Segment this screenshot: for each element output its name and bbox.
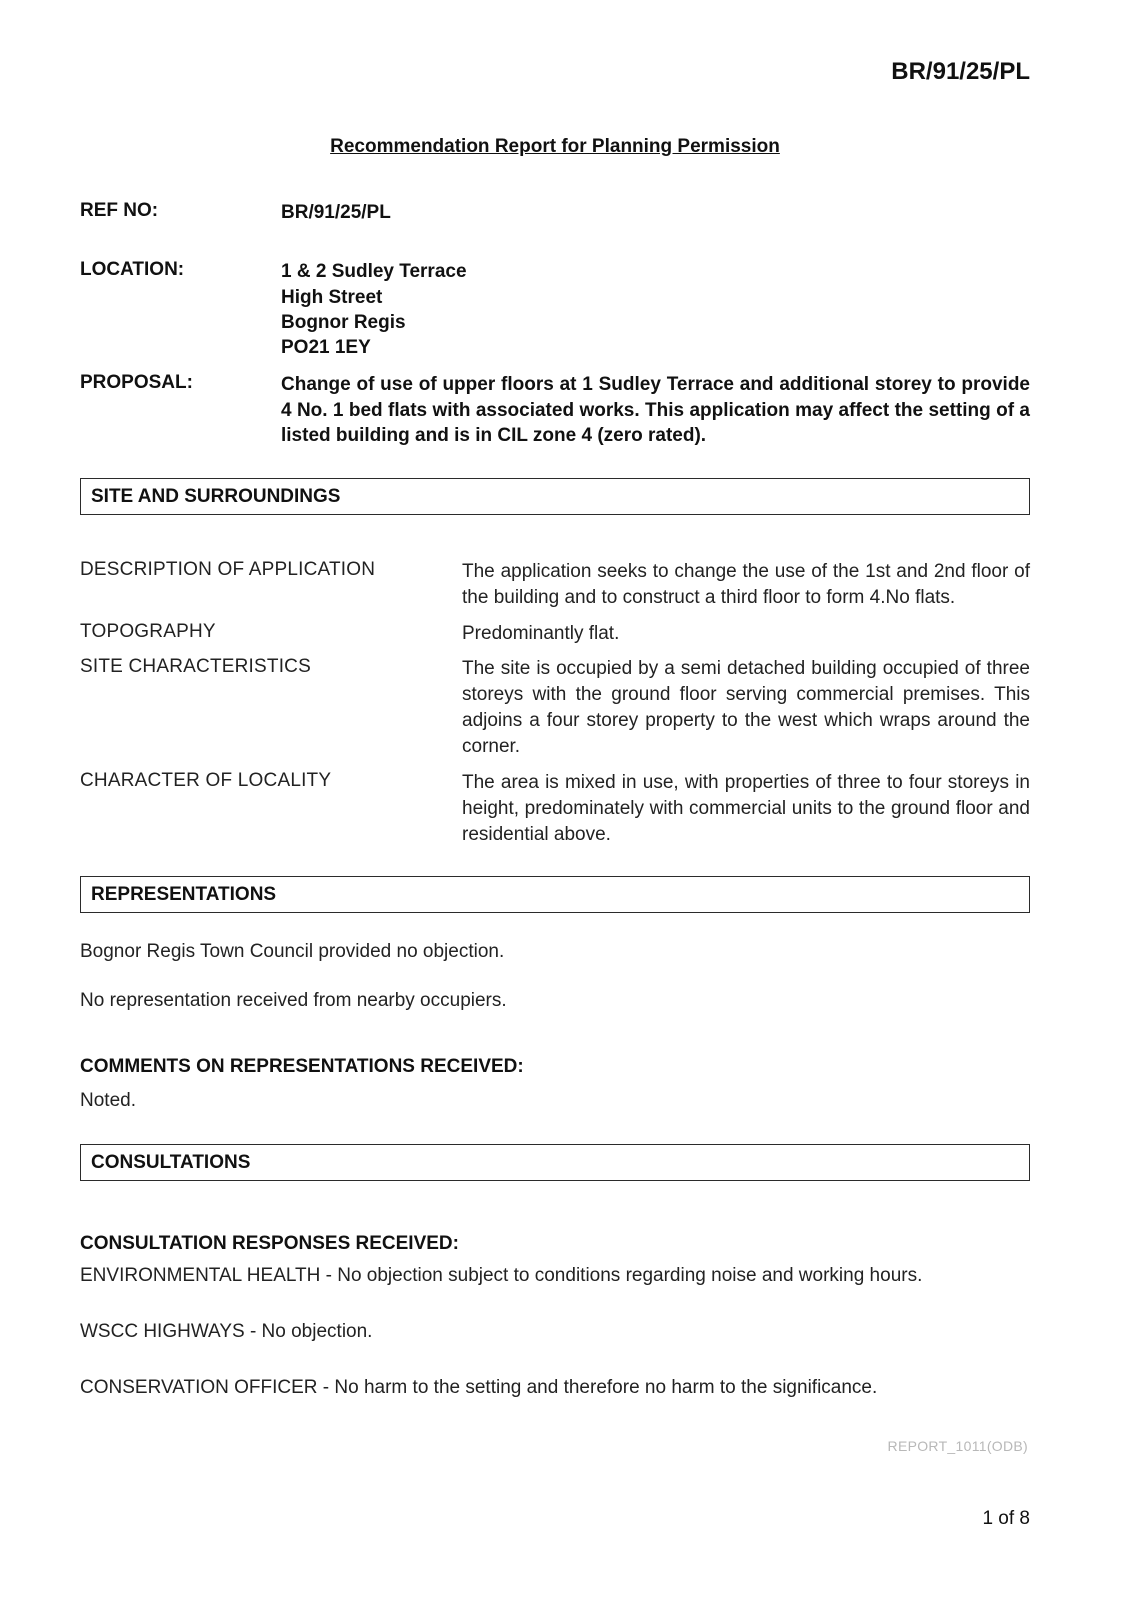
title-row <box>80 136 1030 158</box>
character-of-locality-label: CHARACTER OF LOCALITY <box>80 769 332 791</box>
meta-row-proposal <box>80 372 1030 448</box>
document-title: Recommendation Report for Planning Permission <box>330 136 780 157</box>
detail-row-site-characteristics <box>80 656 1030 761</box>
meta-block <box>80 200 1030 448</box>
topography-value: Predominantly flat. <box>462 622 620 644</box>
location-line: 1 & 2 Sudley Terrace <box>281 261 467 283</box>
meta-row-location <box>80 259 1030 360</box>
comments-on-representations-heading: COMMENTS ON REPRESENTATIONS RECEIVED: <box>80 1055 524 1077</box>
section-header-site-and-surroundings: SITE AND SURROUNDINGS <box>80 478 1030 515</box>
ref-no-value: BR/91/25/PL <box>281 202 391 223</box>
detail-row-description <box>80 559 1030 611</box>
consultation-response-environmental-health: ENVIRONMENTAL HEALTH - No objection subject to conditions regarding noise and working hours. <box>80 1264 923 1286</box>
consultation-responses-heading: CONSULTATION RESPONSES RECEIVED: <box>80 1232 459 1254</box>
topography-label: TOPOGRAPHY <box>80 620 216 642</box>
report-template-id: REPORT_1011(ODB) <box>887 1438 1028 1454</box>
document-ref-number: BR/91/25/PL <box>891 58 1030 85</box>
location-label: LOCATION: <box>80 259 185 281</box>
character-of-locality-value: The area is mixed in use, with properties of three to four storeys in height, predominately with commercial units to the ground floor and residential above. <box>462 771 1030 846</box>
representation-paragraph: No representation received from nearby occupiers. <box>80 989 507 1011</box>
location-line: High Street <box>281 286 383 308</box>
comments-on-representations-text: Noted. <box>80 1089 136 1111</box>
site-characteristics-label: SITE CHARACTERISTICS <box>80 655 311 677</box>
section-header-consultations: CONSULTATIONS <box>80 1144 1030 1181</box>
meta-row-ref <box>80 200 1030 225</box>
page-number: 1 of 8 <box>982 1508 1030 1529</box>
consultation-response-conservation-officer: CONSERVATION OFFICER - No harm to the setting and therefore no harm to the significance. <box>80 1377 878 1399</box>
description-of-application-label: DESCRIPTION OF APPLICATION <box>80 559 376 581</box>
description-of-application-value: The application seeks to change the use of the 1st and 2nd floor of the building and to construct a third floor to form 4.No flats. <box>462 561 1030 609</box>
site-characteristics-value: The site is occupied by a semi detached building occupied of three storeys with the ground floor serving commercial premises. This adjoins a four storey property to the west which wraps around the corner. <box>462 657 1030 758</box>
proposal-value: Change of use of upper floors at 1 Sudley Terrace and additional storey to provide 4 No. 1 bed flats with associated works. This application may affect the setting of a listed building and is in CIL zone 4 (zero rated). <box>281 374 1030 446</box>
ref-no-label: REF NO: <box>80 200 159 221</box>
site-details <box>80 559 1030 848</box>
location-value <box>281 259 1030 360</box>
location-line: PO21 1EY <box>281 337 371 359</box>
representation-paragraph: Bognor Regis Town Council provided no objection. <box>80 941 505 963</box>
section-header-representations: REPRESENTATIONS <box>80 876 1030 913</box>
consultation-response-wscc-highways: WSCC HIGHWAYS - No objection. <box>80 1320 373 1342</box>
location-line: Bognor Regis <box>281 311 406 333</box>
detail-row-topography <box>80 621 1030 647</box>
detail-row-character-of-locality <box>80 770 1030 849</box>
proposal-label: PROPOSAL: <box>80 372 193 394</box>
